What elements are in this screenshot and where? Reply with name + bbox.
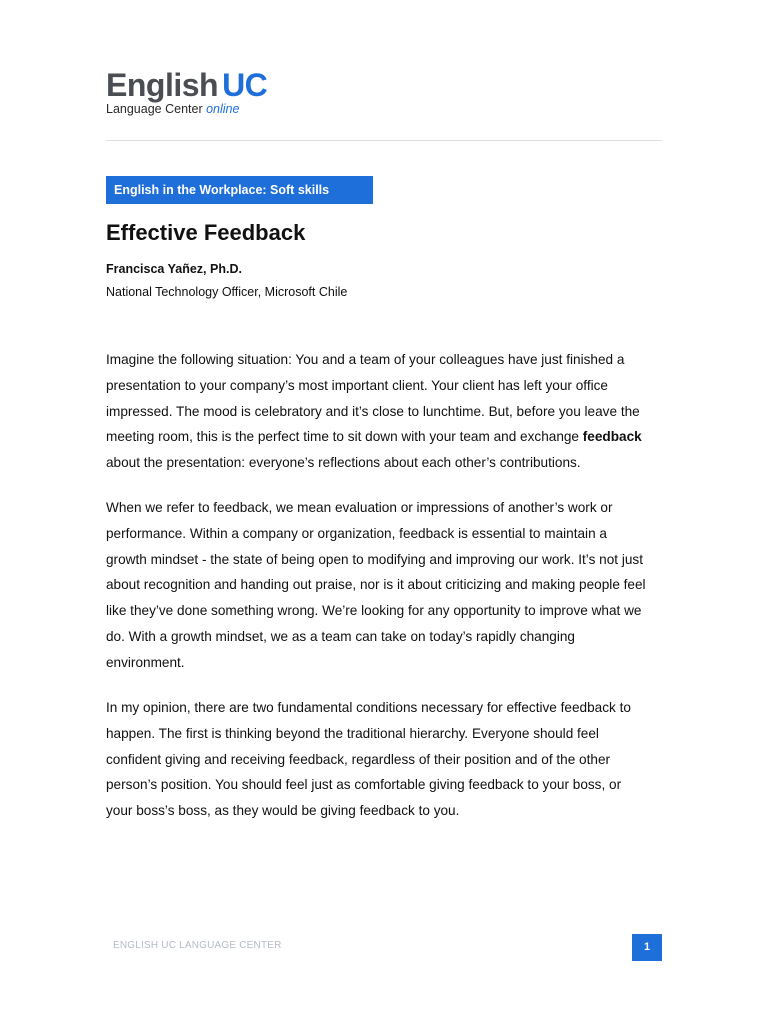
logo-sub-text: Language Center	[106, 102, 203, 116]
footer-label: ENGLISH UC LANGUAGE CENTER	[113, 940, 282, 951]
paragraph-line: confident giving and receiving feedback, regardless of their position and of the other	[106, 751, 611, 767]
author-role: National Technology Officer, Microsoft Chile	[106, 285, 348, 299]
paragraph-line: happen. The first is thinking beyond the traditional hierarchy. Everyone should feel	[106, 725, 599, 741]
paragraph-3	[106, 695, 662, 824]
paragraph-line: environment.	[106, 654, 185, 670]
logo-main-text: English	[106, 67, 219, 103]
logo-subtitle	[106, 102, 267, 116]
paragraph-line: When we refer to feedback, we mean evaluation or impressions of another’s work or	[106, 500, 613, 515]
course-tag: English in the Workplace: Soft skills	[106, 176, 373, 204]
paragraph-line: presentation to your company’s most important client. Your client has left your office	[106, 377, 608, 393]
logo-wordmark	[106, 68, 267, 102]
paragraph-line: like they’ve done something wrong. We’re looking for any opportunity to improve what we	[106, 603, 642, 619]
header-divider	[106, 140, 662, 141]
paragraph-line: In my opinion, there are two fundamental conditions necessary for effective feedback to	[106, 700, 631, 715]
paragraph-line: about the presentation: everyone’s reflections about each other’s contributions.	[106, 455, 581, 471]
paragraph-line: performance. Within a company or organization, feedback is essential to maintain a	[106, 525, 607, 541]
paragraph-line: about recognition and handing out praise, nor is it about criticizing and making people feel	[106, 577, 646, 593]
paragraph-1	[106, 347, 662, 476]
paragraph-text: meeting room, this is the perfect time to sit down with your team and exchange	[106, 429, 583, 445]
paragraph-line: impressed. The mood is celebratory and it’s close to lunchtime. But, before you leave the	[106, 403, 640, 419]
brand-logo	[106, 68, 267, 116]
paragraph-line: your boss’s boss, as they would be giving feedback to you.	[106, 803, 460, 819]
paragraph-line: do. With a growth mindset, we as a team can take on today’s rapidly changing	[106, 628, 575, 644]
paragraph-line: growth mindset - the state of being open to modifying and improving our work. It’s not just	[106, 551, 643, 567]
author-name: Francisca Yañez, Ph.D.	[106, 262, 242, 276]
paragraph-line: Imagine the following situation: You and a team of your colleagues have just finished a	[106, 352, 625, 367]
logo-sub-italic: online	[206, 102, 240, 116]
page-number-badge: 1	[632, 934, 662, 961]
paragraph-line: person’s position. You should feel just as comfortable giving feedback to your boss, or	[106, 777, 622, 793]
paragraph-2	[106, 495, 662, 676]
logo-accent-text: UC	[222, 67, 268, 103]
paragraph-line	[106, 424, 662, 450]
page-title: Effective Feedback	[106, 220, 306, 245]
feedback-keyword: feedback	[582, 429, 642, 445]
